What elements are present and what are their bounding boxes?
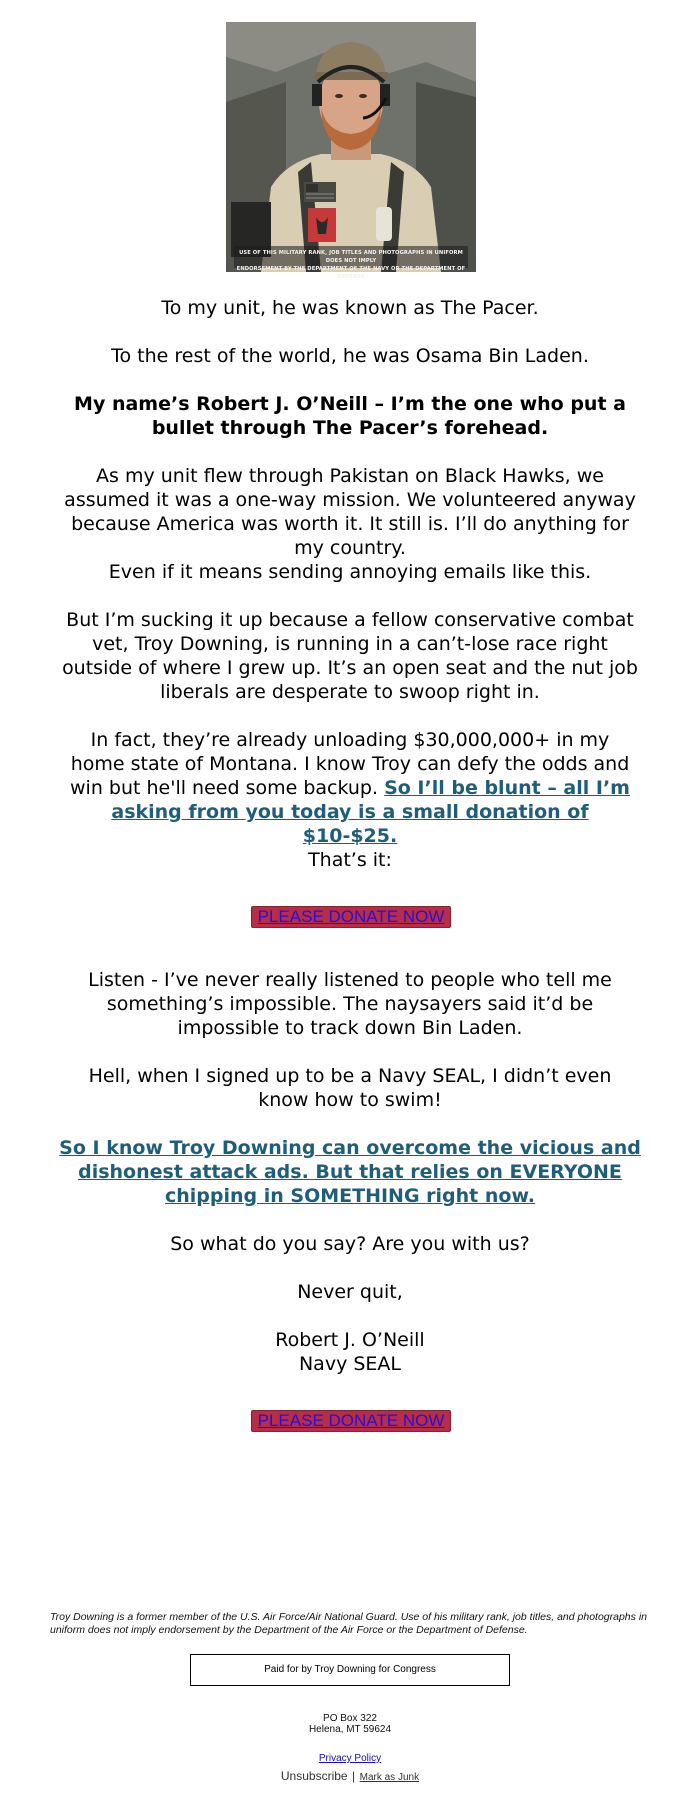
photo-caption-line1: USE OF THIS MILITARY RANK, JOB TITLES AND PHOTOGRAPHS IN UNIFORM DOES NOT IMPLY [239, 250, 463, 264]
paragraph-attack-ads [55, 1136, 645, 1208]
paragraph-troy-downing: But I’m sucking it up because a fellow conservative combat vet, Troy Downing, is running in a can’t-lose race right outside of where I grew up. It’s an open seat and the nut job liberals are desperate to swoop right in. [62, 609, 638, 703]
attack-ads-link[interactable]: So I know Troy Downing can overcome the vicious and dishonest attack ads. But that relies on EVERYONE chipping in SOMETHING right now. [59, 1137, 641, 1207]
footer-separator: | [352, 1769, 356, 1783]
paragraph-intro-name: My name’s Robert J. O’Neill – I’m the one who put a bullet through The Pacer’s forehead. [74, 393, 626, 439]
address-line1: PO Box 322 [323, 1713, 377, 1724]
paragraph-bin-laden: To the rest of the world, he was Osama Bin Laden. [111, 345, 589, 367]
donate-button-2[interactable]: PLEASE DONATE NOW [251, 1410, 451, 1432]
privacy-policy-link[interactable]: Privacy Policy [318, 1753, 382, 1764]
soldier-photo [226, 22, 476, 280]
donation-ask-link[interactable]: So I’ll be blunt – all I’m asking from you today is a small donation of $10-$25. [111, 777, 630, 847]
paragraph-never-quit: Never quit, [297, 1281, 403, 1303]
donate-button[interactable]: PLEASE DONATE NOW [251, 906, 451, 928]
paragraph-montana-text: In fact, they’re already unloading $30,000,000+ in my home state of Montana. I know Troy can defy the odds and win but he'll need some backup. [70, 729, 630, 799]
paragraph-with-us: So what do you say? Are you with us? [170, 1233, 530, 1255]
photo-caption-line2: ENDORSEMENT BY THE DEPARTMENT OF THE NAVY OR THE DEPARTMENT OF DEFENSE [236, 266, 466, 280]
soldier-illustration [226, 22, 476, 272]
paragraph-navy-seal: Hell, when I signed up to be a Navy SEAL, I didn’t even know how to swim! [88, 1065, 612, 1111]
signature-title: Navy SEAL [298, 1353, 402, 1375]
footer-links [200, 1748, 500, 1785]
photo-caption [234, 246, 468, 280]
mark-as-junk-link[interactable]: Mark as Junk [359, 1772, 420, 1783]
paragraph-montana [65, 728, 635, 848]
paragraph-pacer: To my unit, he was known as The Pacer. [161, 297, 539, 319]
paragraph-black-hawks: As my unit flew through Pakistan on Black Hawks, we assumed it was a one-way mission. We volunteered anyway because America was worth it. It still is. I’ll do anything for my country. [64, 465, 636, 559]
address-line2: Helena, MT 59624 [308, 1724, 392, 1735]
paragraph-impossible: Listen - I’ve never really listened to people who tell me something’s impossible. The naysayers said it’d be impossible to track down Bin Laden. [88, 969, 612, 1039]
paragraph-thats-it: That’s it: [308, 849, 392, 871]
signature-name: Robert J. O’Neill [275, 1329, 425, 1351]
paid-for-box: Paid for by Troy Downing for Congress [190, 1654, 510, 1686]
paragraph-annoying-emails: Even if it means sending annoying emails like this. [108, 561, 592, 583]
unsubscribe-link[interactable]: Unsubscribe [280, 1769, 348, 1783]
mailing-address [200, 1713, 500, 1735]
military-disclaimer: Troy Downing is a former member of the U.S. Air Force/Air National Guard. Use of his military rank, job titles, and photographs in uniform does not imply endorsement by the Department of the Air Force or the Department of Defense. [50, 1610, 647, 1636]
